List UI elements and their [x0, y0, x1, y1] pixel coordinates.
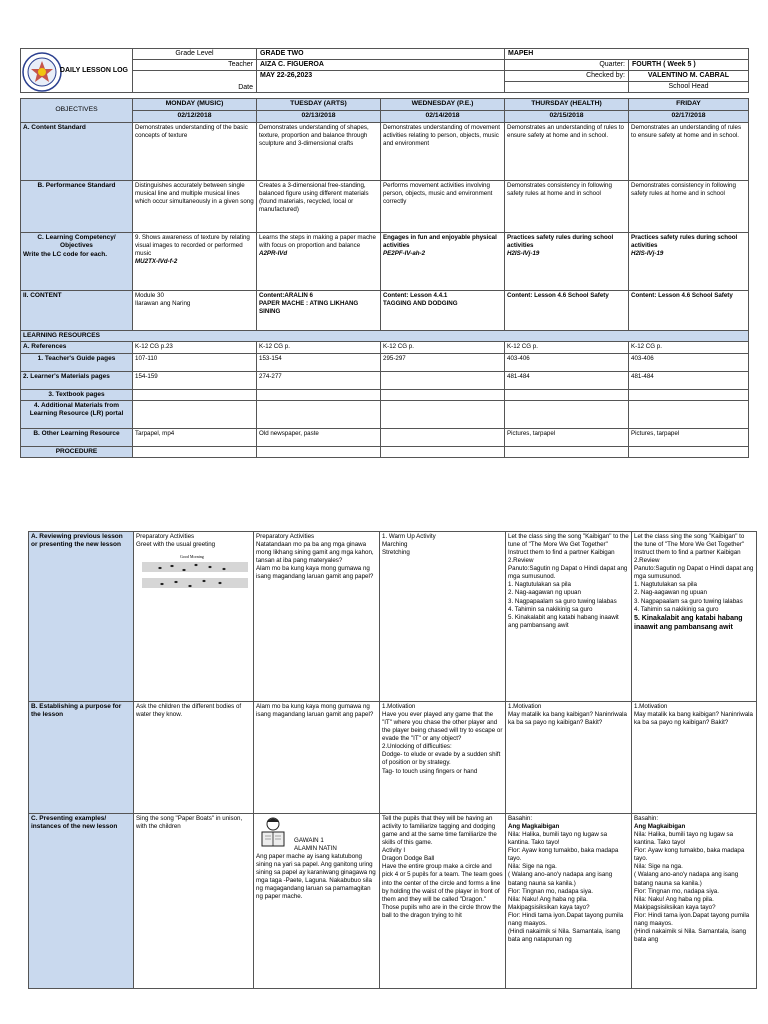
- reviewing-fri-item5: 5. Kinakalabit ang katabi habang inaawit ang pambansang awit: [634, 614, 743, 631]
- purpose-thu: 1.Motivation May matalik ka bang kaibigan? Naninriwala ka ba sa payo ng kaibigan? Bakit?: [506, 702, 632, 814]
- reviewing-tue: Preparatory Activities Natatandaan mo pa ba ang mga ginawa mong likhang sining gamit ang mga kahon, tansan at iba pang materyales? Alam mo ba kung kaya mong gumawa ng isang magandang laruan gamit ang papel?: [254, 532, 380, 702]
- competency-mon: 9. Shows awareness of texture by relating visual images to recorded or performed music MU2TX-IVd-f-2: [133, 232, 257, 290]
- other-resource-fri: Pictures, tarpapel: [629, 428, 749, 446]
- performance-standard-fri: Demonstrates consistency in following safety rules at home and in school: [629, 180, 749, 232]
- content-label: II. CONTENT: [21, 290, 133, 330]
- teacher-value: AIZA C. FIGUEROA: [257, 60, 505, 71]
- materials-fri: 481-484: [629, 371, 749, 389]
- competency-note: Write the LC code for each.: [23, 250, 108, 258]
- objectives-heading: OBJECTIVES: [21, 99, 133, 123]
- music-sheet-image: [140, 553, 250, 597]
- procedure-table: [28, 531, 757, 989]
- child-reading-icon: [256, 815, 290, 853]
- quarter-label: Quarter:: [505, 60, 629, 71]
- performance-standard-tue: Creates a 3-dimensional free-standing, balanced figure using different materials (found materials, recycled, local or manufactured): [257, 180, 381, 232]
- references-mon: K-12 CG p.23: [133, 342, 257, 353]
- additional-materials-label: 4. Additional Materials from Learning Resource (LR) portal: [21, 400, 133, 428]
- reviewing-mon: Preparatory Activities Greet with the usual greeting Good Morning: [134, 532, 254, 702]
- materials-wed: [381, 371, 505, 389]
- procedure-label: PROCEDURE: [21, 446, 133, 457]
- content-standard-thu: Demonstrates an understanding of rules to ensure safety at home and in school.: [505, 122, 629, 180]
- day-monday: MONDAY (MUSIC) 02/12/2018: [133, 99, 257, 123]
- lc-code: PE2PF-IV-ah-2: [383, 249, 426, 257]
- grade-label: Grade Level: [133, 49, 257, 60]
- content-thu: Content: Lesson 4.6 School Safety: [505, 290, 629, 330]
- materials-tue: 274-277: [257, 371, 381, 389]
- materials-thu: 481-484: [505, 371, 629, 389]
- presenting-mon: Sing the song "Paper Boats" in unison, with the children: [134, 814, 254, 989]
- lc-code: H2IS-IVj-19: [631, 249, 664, 257]
- log-title: DAILY LESSON LOG: [59, 66, 128, 74]
- performance-standard-label: B. Performance Standard: [21, 180, 133, 232]
- other-resource-mon: Tarpapel, mp4: [133, 428, 257, 446]
- presenting-tue: GAWAIN 1 ALAMIN NATIN Ang paper mache ay isang katutubong sining na yari sa papel. Ang ganitong uring sining sa papel ay karaniwang ginagawa ng mga taga -Paete, Laguna. Nakabubuo sila ng magagandang laruan sa pamamagitan ng paper mache.: [254, 814, 380, 989]
- teachers-guide-mon: 107-110: [133, 353, 257, 371]
- content-fri: Content: Lesson 4.6 School Safety: [629, 290, 749, 330]
- purpose-mon: Ask the children the different bodies of water they know.: [134, 702, 254, 814]
- learning-resources-label: LEARNING RESOURCES: [21, 330, 749, 341]
- references-fri: K-12 CG p.: [629, 342, 749, 353]
- other-resource-wed: [381, 428, 505, 446]
- reviewing-thu: Let the class sing the song "Kaibigan" to the tune of "The More We Get Together" Instruct them to find a partner Kaibigan 2.Review Panuto:Sagutin ng Dapat o Hindi dapat ang mga sumusunod. 1. Nagtutulakan sa pila 2. Nag-aagawan ng upuan 3. Nagpapaalam sa guro tuwing lalabas 4. Tahimin sa nakikinig sa guro 5. Kinakalabit ang katabi habang inaawit ang pambansang awit: [506, 532, 632, 702]
- content-standard-fri: Demonstrates an understanding of rules to ensure safety at home and in school.: [629, 122, 749, 180]
- materials-label: 2. Learner's Materials pages: [21, 371, 133, 389]
- references-label: A. References: [21, 342, 133, 353]
- purpose-fri: 1.Motivation May matalik ka bang kaibigan? Naninriwala ka ba sa payo ng kaibigan? Bakit?: [632, 702, 757, 814]
- daily-lesson-log-table: [20, 48, 749, 458]
- content-standard-tue: Demonstrates understanding of shapes, texture, proportion and balance through sculpture and 3-dimensional crafts: [257, 122, 381, 180]
- reviewing-wed: 1. Warm Up Activity Marching Stretching: [380, 532, 506, 702]
- other-resource-thu: Pictures, tarpapel: [505, 428, 629, 446]
- day-wednesday: WEDNESDAY (P.E.) 02/14/2018: [381, 99, 505, 123]
- content-standard-mon: Demonstrates understanding of the basic concepts of texture: [133, 122, 257, 180]
- svg-text:Good Morning: Good Morning: [180, 554, 204, 560]
- lc-code: A2PR-IVd: [259, 249, 288, 257]
- checked-title: School Head: [629, 82, 749, 93]
- competency-label-cell: [21, 232, 133, 290]
- log-title-cell: [21, 49, 133, 93]
- teachers-guide-label: 1. Teacher's Guide pages: [21, 353, 133, 371]
- purpose-tue: Alam mo ba kung kaya mong gumawa ng isang magandang laruan gamit ang papel?: [254, 702, 380, 814]
- lc-code: H2IS-IVj-19: [507, 249, 540, 257]
- subject-value: MAPEH: [505, 49, 749, 60]
- reviewing-label: A. Reviewing previous lesson or presenting the new lesson: [29, 532, 134, 702]
- story-title: Ang Magkaibigan: [508, 823, 560, 831]
- presenting-thu: Basahin: Ang Magkaibigan Nila: Halika, bumili tayo ng lugaw sa kantina. Tako tayo! Flor: Ayaw kong tumakbo, baka madapa tayo. Nila: Sige na nga. ( Walang ano-ano'y nadapa ang isang batang nauna sa kanila.) Flor: Tingnan mo, nadapa siya. Nila: Naku! Ang haba ng pila. Makipagsisiksikan kaya tayo? Flor: Hindi tama iyon.Dapat tayong pumila nang maayos. (Hindi nakaimik si Nila. Samantala, isang bata ang natapunan ng: [506, 814, 632, 989]
- performance-standard-wed: Performs movement activities involving person, objects, music and environment correctly: [381, 180, 505, 232]
- reviewing-fri: Let the class sing the song "Kaibigan" to the tune of "The More We Get Together" Instruct them to find a partner Kaibigan 2.Review Panuto:Sagutin ng Dapat o Hindi dapat ang mga sumusunod. 1. Nagtutulakan sa pila 2. Nag-aagawan ng upuan 3. Nagpapaalam sa guro tuwing lalabas 4. Tahimin sa nakikinig sa guro 5. Kinakalabit ang katabi habang inaawit ang pambansang awit: [632, 532, 757, 702]
- quarter-value: FOURTH ( Week 5 ): [629, 60, 749, 71]
- references-thu: K-12 CG p.: [505, 342, 629, 353]
- checked-name: VALENTINO M. CABRAL: [629, 71, 749, 82]
- teachers-guide-wed: 295-297: [381, 353, 505, 371]
- purpose-wed: 1.Motivation Have you ever played any game that the "IT" where you chase the other player and the player being chased will try to escape or evade the "IT" or any object? 2.Unlocking of difficulties: Dodge- to elude or evade by a sudden shift of position or by strategy. Tag- to touch using fingers or hand: [380, 702, 506, 814]
- references-tue: K-12 CG p.: [257, 342, 381, 353]
- teachers-guide-fri: 403-406: [629, 353, 749, 371]
- purpose-label: B. Establishing a purpose for the lesson: [29, 702, 134, 814]
- day-friday: FRIDAY 02/17/2018: [629, 99, 749, 123]
- date-value: MAY 22-26,2023: [257, 71, 505, 93]
- materials-mon: 154-159: [133, 371, 257, 389]
- competency-wed: Engages in fun and enjoyable physical activities PE2PF-IV-ah-2: [381, 232, 505, 290]
- presenting-label: C. Presenting examples/ instances of the new lesson: [29, 814, 134, 989]
- content-wed: Content: Lesson 4.4.1 TAGGING AND DODGING: [381, 290, 505, 330]
- competency-fri: Practices safety rules during school activities H2IS-IVj-19: [629, 232, 749, 290]
- gawain-heading: GAWAIN 1 ALAMIN NATIN: [294, 837, 337, 853]
- content-standard-wed: Demonstrates understanding of movement activities relating to person, objects, music and environment: [381, 122, 505, 180]
- lc-code: MU2TX-IVd-f-2: [135, 257, 178, 265]
- teachers-guide-tue: 153-154: [257, 353, 381, 371]
- story-title: Ang Magkaibigan: [634, 823, 686, 831]
- competency-tue: Learns the steps in making a paper mache with focus on proportion and balance A2PR-IVd: [257, 232, 381, 290]
- performance-standard-thu: Demonstrates consistency in following safety rules at home and in school: [505, 180, 629, 232]
- content-standard-label: A. Content Standard: [21, 122, 133, 180]
- competency-thu: Practices safety rules during school activities H2IS-IVj-19: [505, 232, 629, 290]
- presenting-wed: Tell the pupils that they will be having an activity to familiarize tagging and dodging game and at the same time familiarize the skills of this game. Activity I Dragon Dodge Ball Have the entire group make a circle and pick 4 or 5 pupils for a team. The team goes into the center of the circle and forms a line by holding the waist of the player in front of them and they will be called "Dragon." Those pupils who are in the circle throw the ball to the dragon trying to hit: [380, 814, 506, 989]
- competency-label: C. Learning Competency/ Objectives: [37, 233, 116, 250]
- presenting-fri: Basahin: Ang Magkaibigan Nila: Halika, bumili tayo ng lugaw sa kantina. Tako tayo! Flor: Ayaw kong tumakbo, baka madapa tayo. Nila: Sige na nga. ( Walang ano-ano'y nadapa ang isang batang nauna sa kanila.) Flor: Tingnan mo, nadapa siya. Nila: Naku! Ang haba ng pila. Makipagsisiksikan kaya tayo? Flor: Hindi tama iyon.Dapat tayong pumila nang maayos. (Hindi nakaimik si Nila. Samantala, isang bata ang: [632, 814, 757, 989]
- performance-standard-mon: Distinguishes accurately between single musical line and multiple musical lines which occur simultaneously in a given song: [133, 180, 257, 232]
- checked-label: Checked by:: [505, 71, 629, 82]
- other-resource-tue: Old newspaper, paste: [257, 428, 381, 446]
- content-mon: Module 30 Ilarawan ang Naring: [133, 290, 257, 330]
- content-tue: Content:ARALIN 6 PAPER MACHE : ATING LIKHANG SINING: [257, 290, 381, 330]
- day-thursday: THURSDAY (HEALTH) 02/15/2018: [505, 99, 629, 123]
- teachers-guide-thu: 403-406: [505, 353, 629, 371]
- references-wed: K-12 CG p.: [381, 342, 505, 353]
- day-tuesday: TUESDAY (ARTS) 02/13/2018: [257, 99, 381, 123]
- date-label: Date: [133, 71, 257, 93]
- teacher-label: Teacher: [133, 60, 257, 71]
- other-resource-label: B. Other Learning Resource: [21, 428, 133, 446]
- grade-value: GRADE TWO: [257, 49, 505, 60]
- textbook-label: 3. Textbook pages: [21, 389, 133, 400]
